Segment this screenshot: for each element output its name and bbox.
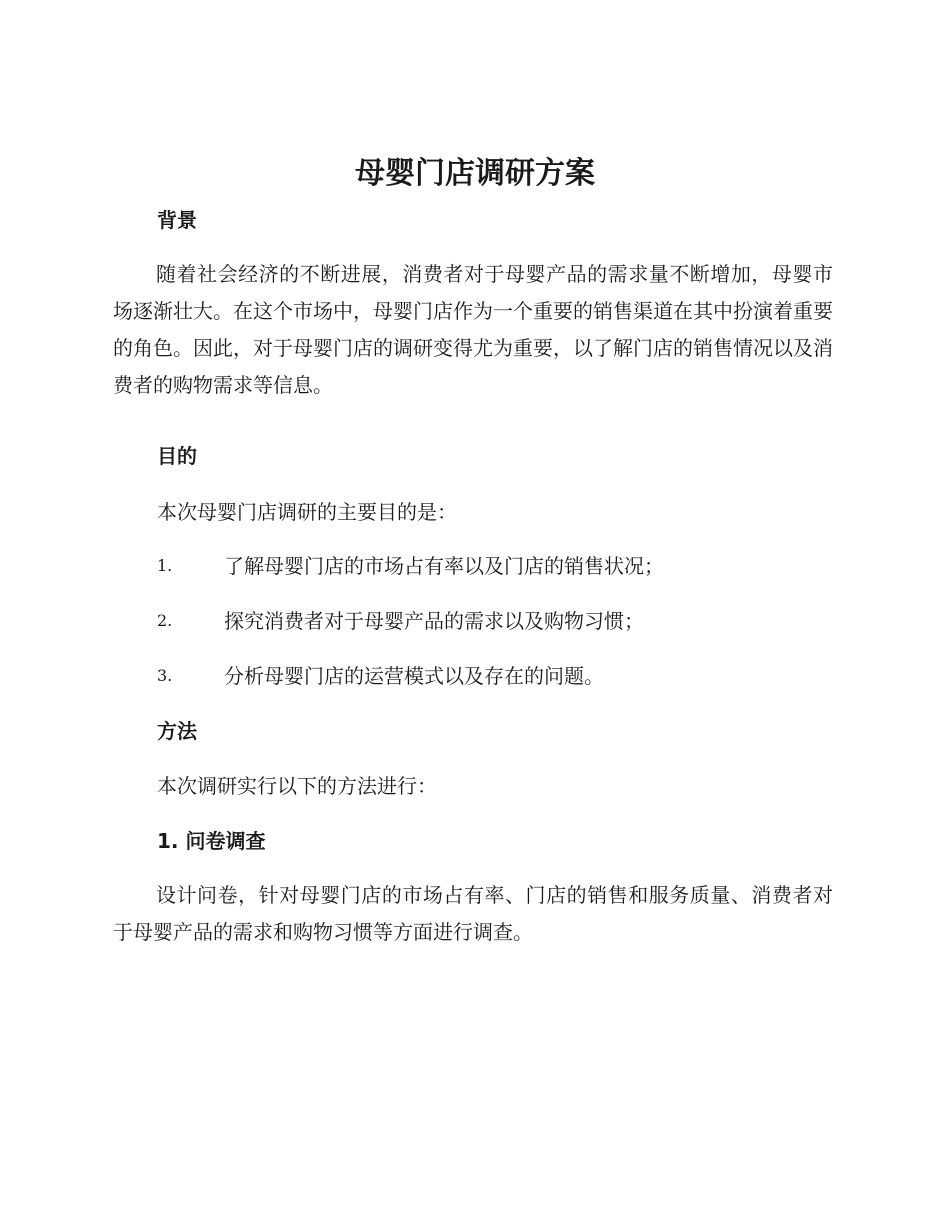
section-heading-background: 背景	[157, 208, 197, 232]
list-item-text: 了解母婴门店的市场占有率以及门店的销售状况；	[224, 554, 664, 578]
list-item-number: 3.	[157, 666, 173, 685]
list-item-number: 2.	[157, 611, 173, 630]
subsection-heading-questionnaire: 1. 问卷调查	[157, 829, 266, 853]
section-heading-purpose: 目的	[157, 444, 197, 468]
list-item-text: 探究消费者对于母婴产品的需求以及购物习惯；	[224, 609, 644, 633]
list-item-number: 1.	[157, 556, 173, 575]
questionnaire-paragraph: 设计问卷，针对母婴门店的市场占有率、门店的销售和服务质量、消费者对于母婴产品的需求和购物习惯等方面进行调查。	[113, 883, 833, 944]
background-paragraph: 随着社会经济的不断进展，消费者对于母婴产品的需求量不断增加，母婴市场逐渐壮大。在这个市场中，母婴门店作为一个重要的销售渠道在其中扮演着重要的角色。因此，对于母婴门店的调研变得尤为重要，以了解门店的销售情况以及消费者的购物需求等信息。	[113, 262, 833, 397]
list-item-text: 分析母婴门店的运营模式以及存在的问题。	[224, 664, 604, 688]
purpose-intro: 本次母婴门店调研的主要目的是：	[157, 500, 457, 524]
method-intro: 本次调研实行以下的方法进行：	[157, 774, 437, 798]
document-title: 母婴门店调研方案	[355, 156, 595, 191]
section-heading-method: 方法	[157, 719, 197, 743]
